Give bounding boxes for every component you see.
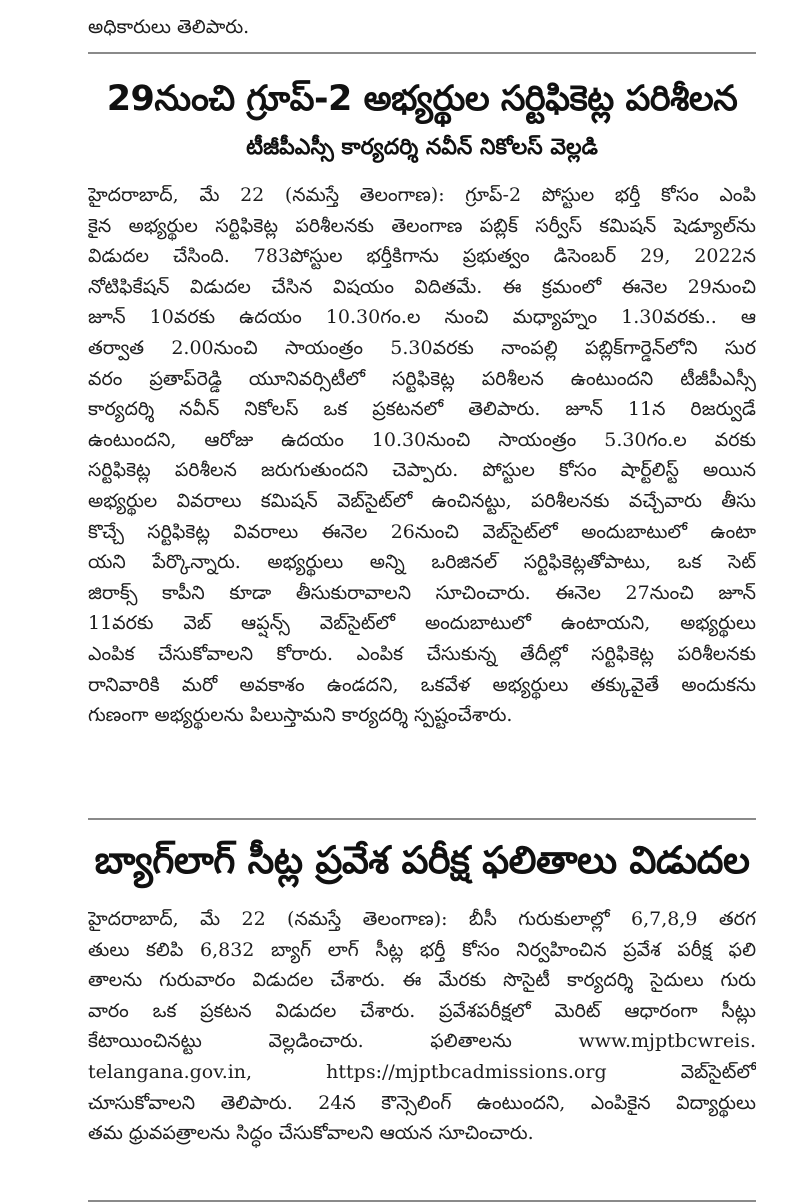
article-text-line: అభ్యర్థుల వివరాలు కమిషన్‌ వెబ్‌సైట్‌లో ఉంచినట్టు, పరిశీలనకు వచ్చేవారు తీసు xyxy=(88,489,756,512)
article-text-line: ఉంటుందని, ఆరోజు ఉదయం 10.30నుంచి సాయంత్రం 5.30గం.ల వరకు xyxy=(88,428,756,451)
article-text-line: సర్టిఫికెట్ల పరిశీలన జరుగుతుందని చెప్పారు. పోస్టుల కోసం షార్ట్‌లిస్ట్‌ అయిన xyxy=(88,459,756,482)
article-text-line: గుణంగా అభ్యర్థులను పిలుస్తామని కార్యదర్శి స్పష్టంచేశారు. xyxy=(88,704,513,727)
article-text-line: నోటిఫికేషన్‌ విడుదల చేసిన విషయం విదితమే. ఈ క్రమంలో ఈనెల 29నుంచి xyxy=(88,275,756,298)
article-text-line: యని పేర్కొన్నారు. అభ్యర్థులు అన్ని ఒరిజినల్‌ సర్టిఫికెట్లతోపాటు, ఒక సెట్‌ xyxy=(88,551,756,574)
section-divider xyxy=(88,818,756,820)
article-text-line: వారం ఒక ప్రకటన విడుదల చేశారు. ప్రవేశపరీక్షలో మెరిట్‌ ఆధారంగా సీట్లు xyxy=(88,999,756,1022)
article-text-line: విడుదల చేసింది. 783పోస్టుల భర్తీకిగాను ప్రభుత్వం డిసెంబర్‌ 29, 2022న xyxy=(88,245,756,268)
article-text-line: తాలను గురువారం విడుదల చేశారు. ఈ మేరకు సొసైటీ కార్యదర్శి సైదులు గురు xyxy=(88,969,756,992)
article-text-line: తమ ధ్రువపత్రాలను సిద్ధం చేసుకోవాలని ఆయన సూచించారు. xyxy=(88,1122,534,1145)
article-text-line: చూసుకోవాలని తెలిపారు. 24న కౌన్సెలింగ్‌ ఉంటుందని, ఎంపికైన విద్యార్థులు xyxy=(88,1091,756,1114)
article-text-line: telangana.gov.in, https://mjptbcadmissions.org వెబ్‌సైట్‌లో xyxy=(88,1060,756,1083)
article-text-line: 11వరకు వెబ్‌ ఆప్షన్స్‌ వెబ్‌సైట్‌లో అందుబాటులో ఉంటాయని, అభ్యర్థులు xyxy=(88,612,756,635)
article-2-headline: బ్యాగ్‌లాగ్‌ సీట్ల ప్రవేశ పరీక్ష ఫలితాలు విడుదల xyxy=(94,838,750,882)
article-1-body xyxy=(88,180,756,731)
article-text-line: రానివారికి మరో అవకాశం ఉండదని, ఒకవేళ అభ్యర్థులు తక్కువైతే అందుకను xyxy=(88,673,756,696)
article-text-line: కేటాయించినట్టు వెల్లడించారు. ఫలితాలను www.mjptbcwreis. xyxy=(88,1030,756,1053)
article-text-line: కైన అభ్యర్థుల సర్టిఫికెట్ల పరిశీలనకు తెలంగాణ పబ్లిక్‌ సర్వీస్‌ కమిషన్‌ షెడ్యూల్‌ను xyxy=(88,214,756,237)
article-text-line: జూన్‌ 10వరకు ఉదయం 10.30గం.ల నుంచి మధ్యాహ్నం 1.30వరకు.. ఆ xyxy=(88,306,756,329)
article-text-line: ఎంపిక చేసుకోవాలని కోరారు. ఎంపిక చేసుకున్న తేదీల్లో సర్టిఫికెట్ల పరిశీలనకు xyxy=(88,642,756,665)
article-2-body xyxy=(88,904,756,1149)
article-text-line: హైదరాబాద్‌, మే 22 (నమస్తే తెలంగాణ): గ్రూప్‌-2 పోస్టుల భర్తీ కోసం ఎంపి xyxy=(88,184,756,206)
article-text-line: వరం ప్రతాప్‌రెడ్డి యూనివర్సిటీలో సర్టిఫికెట్ల పరిశీలన ఉంటుందని టీజీపీఎస్సీ xyxy=(88,367,756,390)
article-text-line: తర్వాత 2.00నుంచి సాయంత్రం 5.30వరకు నాంపల్లి పబ్లిక్‌గార్డెన్‌లోని సుర xyxy=(88,336,756,359)
section-divider xyxy=(88,52,756,54)
previous-article-tail: అధికారులు తెలిపారు. xyxy=(88,16,250,38)
article-text-line: కార్యదర్శి నవీన్‌ నికోలస్‌ ఒక ప్రకటనలో తెలిపారు. జూన్‌ 11న రిజర్వుడే xyxy=(88,398,756,421)
article-1-headline: 29నుంచి గ్రూప్‌-2 అభ్యర్థుల సర్టిఫికెట్ల పరిశీలన xyxy=(106,79,738,119)
article-text-line: జిరాక్స్‌ కాపీని కూడా తీసుకురావాలని సూచించారు. ఈనెల 27నుంచి జూన్‌ xyxy=(88,581,756,604)
section-divider xyxy=(88,1200,756,1202)
article-1-subhead: టీజీపీఎస్సీ కార్యదర్శి నవీన్‌ నికోలస్‌ వెల్లడి xyxy=(246,135,598,160)
article-text-line: హైదరాబాద్‌, మే 22 (నమస్తే తెలంగాణ): బీసీ గురుకులాల్లో 6,7,8,9 తరగ xyxy=(88,908,756,930)
article-text-line: తులు కలిపి 6,832 బ్యాగ్‌ లాగ్‌ సీట్ల భర్తీ కోసం నిర్వహించిన ప్రవేశ పరీక్ష ఫలి xyxy=(88,938,756,961)
article-text-line: కొచ్చే సర్టిఫికెట్ల వివరాలు ఈనెల 26నుంచి వెబ్‌సైట్‌లో అందుబాటులో ఉంటా xyxy=(88,520,756,543)
